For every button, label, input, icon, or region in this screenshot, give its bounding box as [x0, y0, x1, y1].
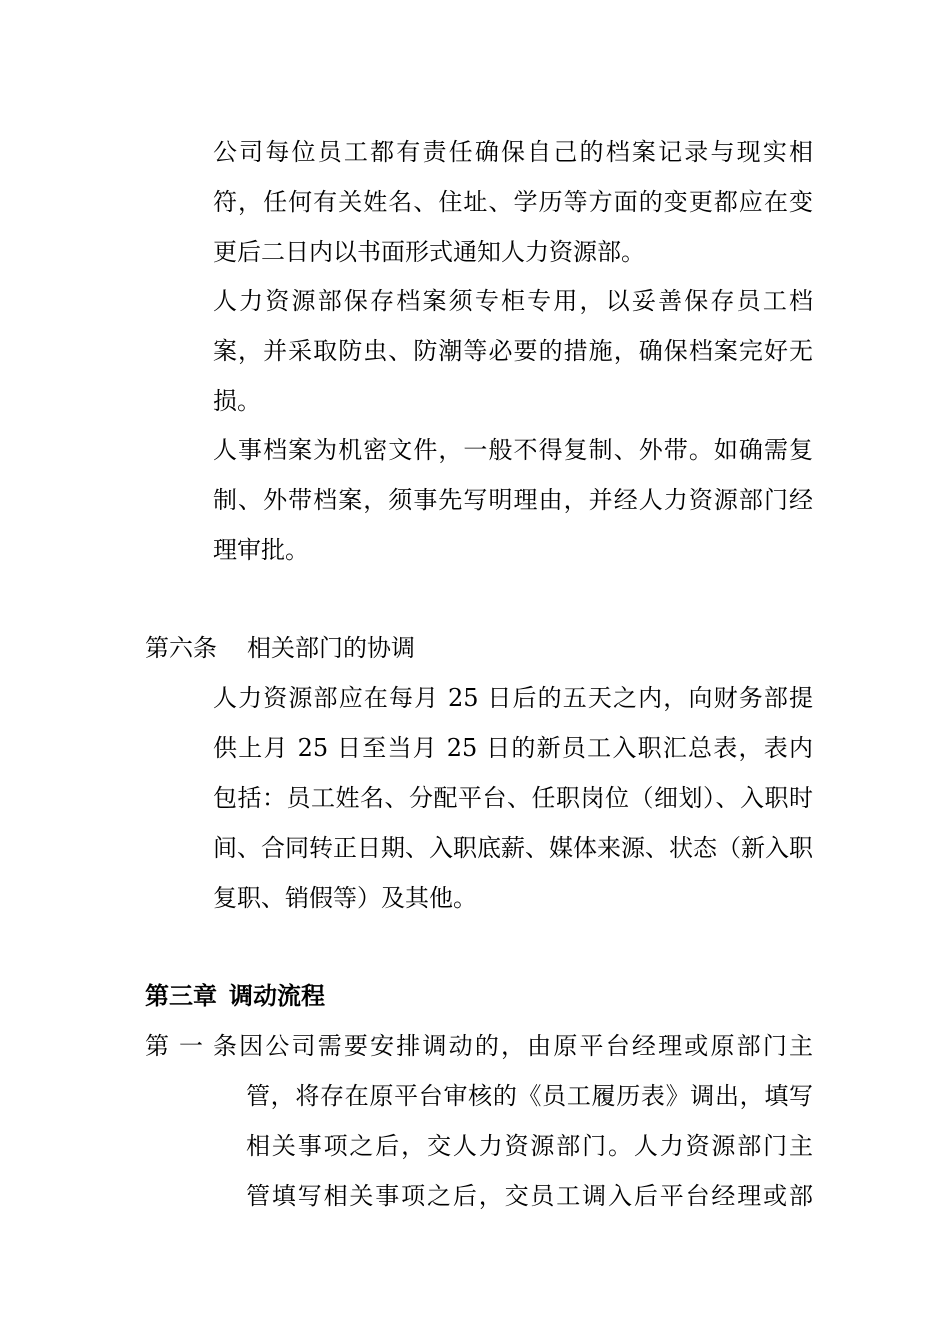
paragraph-line: 复职、销假等）及其他。 [213, 884, 477, 912]
paragraph-line: 案，并采取防虫、防潮等必要的措施，确保档案完好无 [213, 337, 813, 365]
chapter-label: 第三章 [145, 981, 217, 1010]
article-label: 第一条 [145, 1032, 237, 1060]
paragraph-line: 间、合同转正日期、入职底薪、媒体来源、状态（新入职 [213, 834, 813, 862]
paragraph-line: 人力资源部应在每月 25 日后的五天之内，向财务部提 [213, 684, 813, 712]
paragraph-line: 包括：员工姓名、分配平台、任职岗位（细划）、入职时 [213, 784, 813, 812]
paragraph-line: 理审批。 [213, 536, 309, 564]
chapter-title: 调动流程 [229, 981, 325, 1010]
chapter-three-heading [145, 971, 325, 1021]
article-line: 相关事项之后，交人力资源部门。人力资源部门主 [246, 1132, 813, 1160]
section-six-heading [145, 623, 415, 673]
article-first-line [145, 1021, 813, 1071]
paragraph-line: 公司每位员工都有责任确保自己的档案记录与现实相 [213, 138, 813, 166]
paragraph-line: 损。 [213, 387, 261, 415]
paragraph-line: 供上月 25 日至当月 25 日的新员工入职汇总表，表内 [213, 734, 813, 762]
paragraph-line: 更后二日内以书面形式通知人力资源部。 [213, 238, 645, 266]
article-line: 管，将存在原平台审核的《员工履历表》调出，填写 [246, 1082, 813, 1110]
article-first-text: 因公司需要安排调动的，由原平台经理或原部门主 [237, 1032, 813, 1060]
paragraph-records-accuracy [213, 127, 813, 277]
paragraph-line: 符，任何有关姓名、住址、学历等方面的变更都应在变 [213, 188, 813, 216]
paragraph-records-storage [213, 276, 813, 426]
section-title: 相关部门的协调 [247, 634, 415, 662]
paragraph-line: 制、外带档案，须事先写明理由，并经人力资源部门经 [213, 486, 813, 514]
section-label: 第六条 [145, 634, 217, 662]
article-line: 管填写相关事项之后，交员工调入后平台经理或部 [246, 1182, 813, 1210]
article-one [145, 1021, 813, 1221]
paragraph-department-coordination [213, 673, 813, 923]
paragraph-line: 人力资源部保存档案须专柜专用，以妥善保存员工档 [213, 287, 813, 315]
paragraph-records-confidential [213, 425, 813, 575]
paragraph-line: 人事档案为机密文件，一般不得复制、外带。如确需复 [213, 436, 813, 464]
